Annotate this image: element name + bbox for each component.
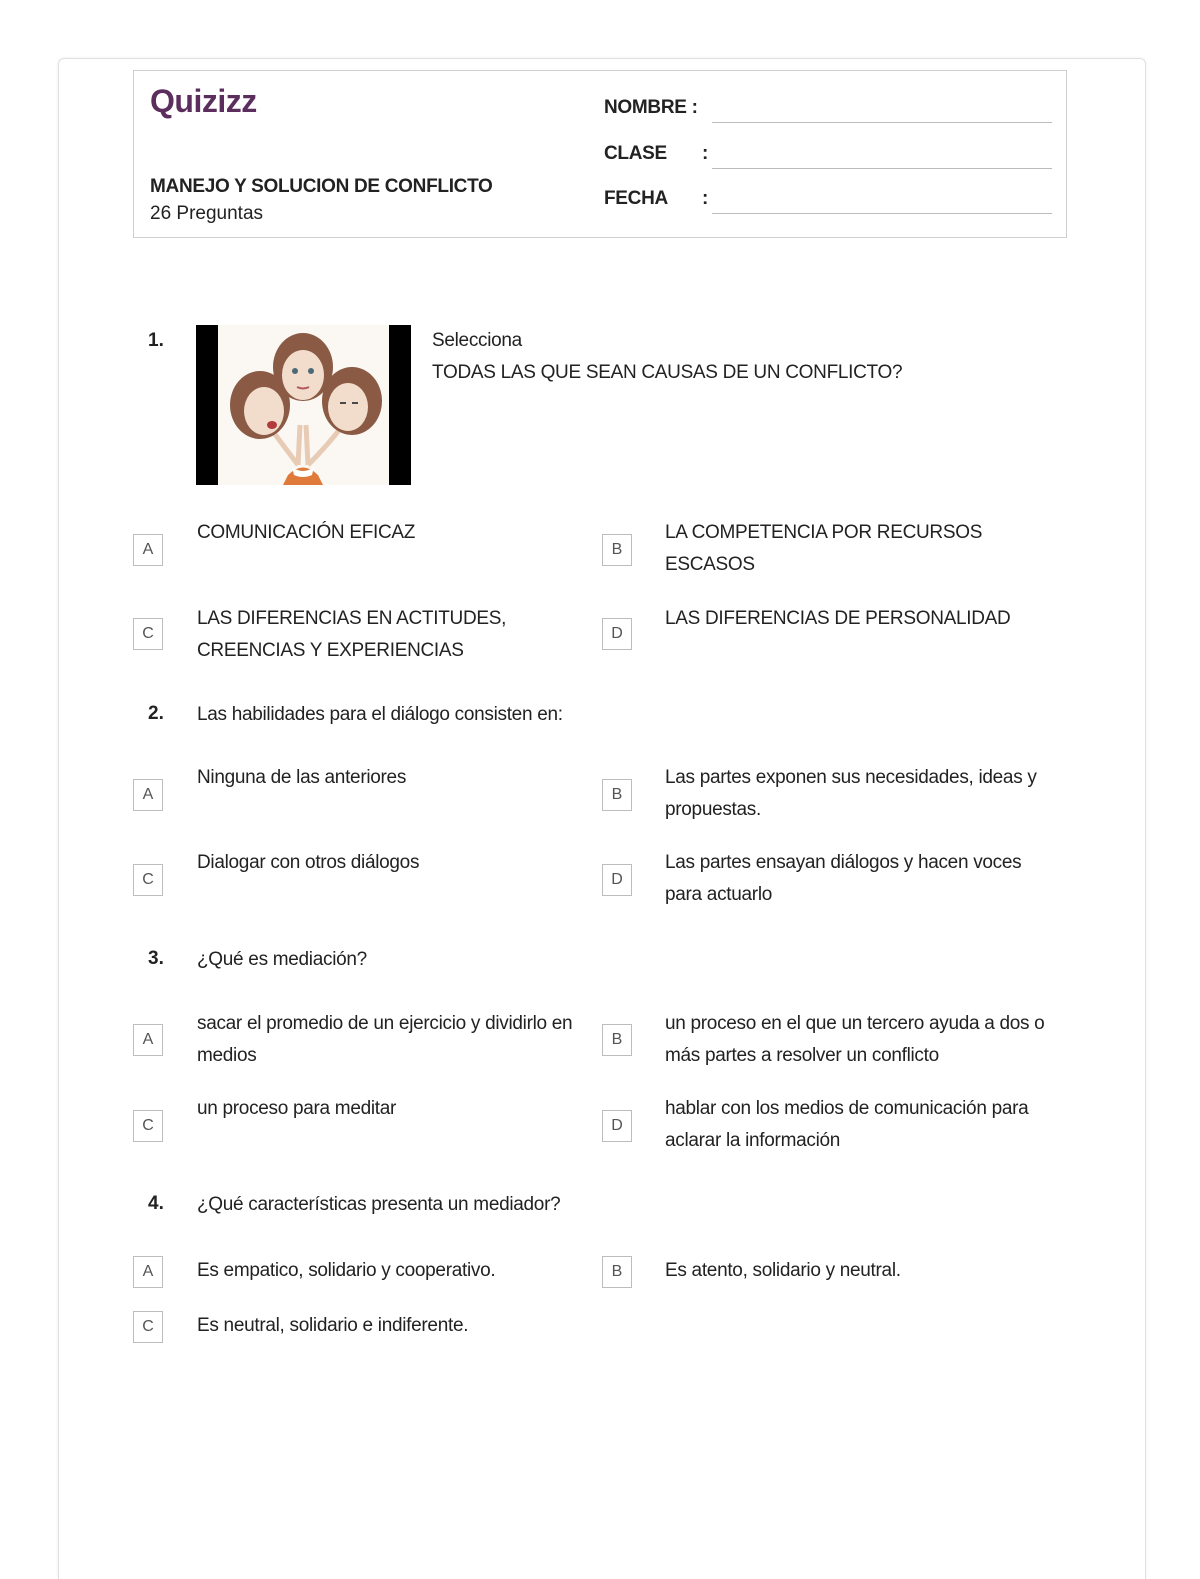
clase-line bbox=[712, 168, 1052, 169]
question-text bbox=[432, 325, 1052, 389]
option-box-b[interactable]: B bbox=[602, 534, 632, 566]
fecha-line bbox=[712, 213, 1052, 214]
quiz-title: MANEJO Y SOLUCION DE CONFLICTO bbox=[150, 176, 493, 197]
option-text: Dialogar con otros diálogos bbox=[197, 852, 420, 873]
option-text: Es empatico, solidario y cooperativo. bbox=[197, 1260, 496, 1281]
option-text: un proceso para meditar bbox=[197, 1098, 397, 1119]
option-text: un proceso en el que un tercero ayuda a dos o más partes a resolver un conflicto bbox=[665, 1013, 1045, 1066]
question-number: 4. bbox=[148, 1193, 164, 1214]
option-text: hablar con los medios de comunicación para aclarar la información bbox=[665, 1098, 1029, 1151]
option-box-b[interactable]: B bbox=[602, 1256, 632, 1288]
option-text: LA COMPETENCIA POR RECURSOS ESCASOS bbox=[665, 522, 983, 575]
option-box-c[interactable]: C bbox=[133, 1110, 163, 1142]
option-box-c[interactable]: C bbox=[133, 618, 163, 650]
option-box-b[interactable]: B bbox=[602, 1024, 632, 1056]
question-number: 3. bbox=[148, 948, 164, 969]
nombre-line bbox=[712, 122, 1052, 123]
option-box-c[interactable]: C bbox=[133, 1311, 163, 1343]
option-text: LAS DIFERENCIAS EN ACTITUDES, CREENCIAS Y EXPERIENCIAS bbox=[197, 608, 507, 661]
clase-label: CLASE bbox=[604, 143, 667, 164]
quizizz-logo: Quizizz bbox=[150, 83, 257, 119]
fecha-label: FECHA bbox=[604, 188, 668, 209]
question-instruction: Selecciona bbox=[432, 330, 522, 351]
option-text: COMUNICACIÓN EFICAZ bbox=[197, 522, 416, 543]
option-box-c[interactable]: C bbox=[133, 864, 163, 896]
question-text: Las habilidades para el diálogo consisten en: bbox=[197, 704, 563, 725]
option-box-d[interactable]: D bbox=[602, 1110, 632, 1142]
option-text: Las partes ensayan diálogos y hacen voces para actuarlo bbox=[665, 852, 1022, 905]
question-count: 26 Preguntas bbox=[150, 203, 264, 224]
option-text: Ninguna de las anteriores bbox=[197, 767, 407, 788]
question-prompt: TODAS LAS QUE SEAN CAUSAS DE UN CONFLICTO? bbox=[432, 362, 903, 383]
fecha-colon: : bbox=[702, 188, 709, 209]
option-text: LAS DIFERENCIAS DE PERSONALIDAD bbox=[665, 608, 1011, 629]
option-box-d[interactable]: D bbox=[602, 864, 632, 896]
nombre-field[interactable] bbox=[604, 93, 1054, 123]
question-image bbox=[196, 325, 411, 485]
option-text: sacar el promedio de un ejercicio y dividirlo en medios bbox=[197, 1013, 573, 1066]
option-box-b[interactable]: B bbox=[602, 779, 632, 811]
question-text: ¿Qué características presenta un mediador? bbox=[197, 1194, 561, 1215]
option-box-a[interactable]: A bbox=[133, 779, 163, 811]
question-number: 1. bbox=[148, 330, 164, 351]
option-text: Es neutral, solidario e indiferente. bbox=[197, 1315, 469, 1336]
nombre-label: NOMBRE : bbox=[604, 97, 698, 118]
option-box-d[interactable]: D bbox=[602, 618, 632, 650]
three-faces-illustration bbox=[218, 325, 389, 485]
worksheet-header bbox=[133, 70, 1067, 238]
option-box-a[interactable]: A bbox=[133, 534, 163, 566]
option-box-a[interactable]: A bbox=[133, 1024, 163, 1056]
question-text: ¿Qué es mediación? bbox=[197, 949, 367, 970]
option-text: Las partes exponen sus necesidades, ideas y propuestas. bbox=[665, 767, 1037, 820]
question-number: 2. bbox=[148, 703, 164, 724]
fecha-field[interactable] bbox=[604, 184, 1054, 214]
clase-colon: : bbox=[702, 143, 709, 164]
option-box-a[interactable]: A bbox=[133, 1256, 163, 1288]
option-text: Es atento, solidario y neutral. bbox=[665, 1260, 901, 1281]
clase-field[interactable] bbox=[604, 139, 1054, 169]
